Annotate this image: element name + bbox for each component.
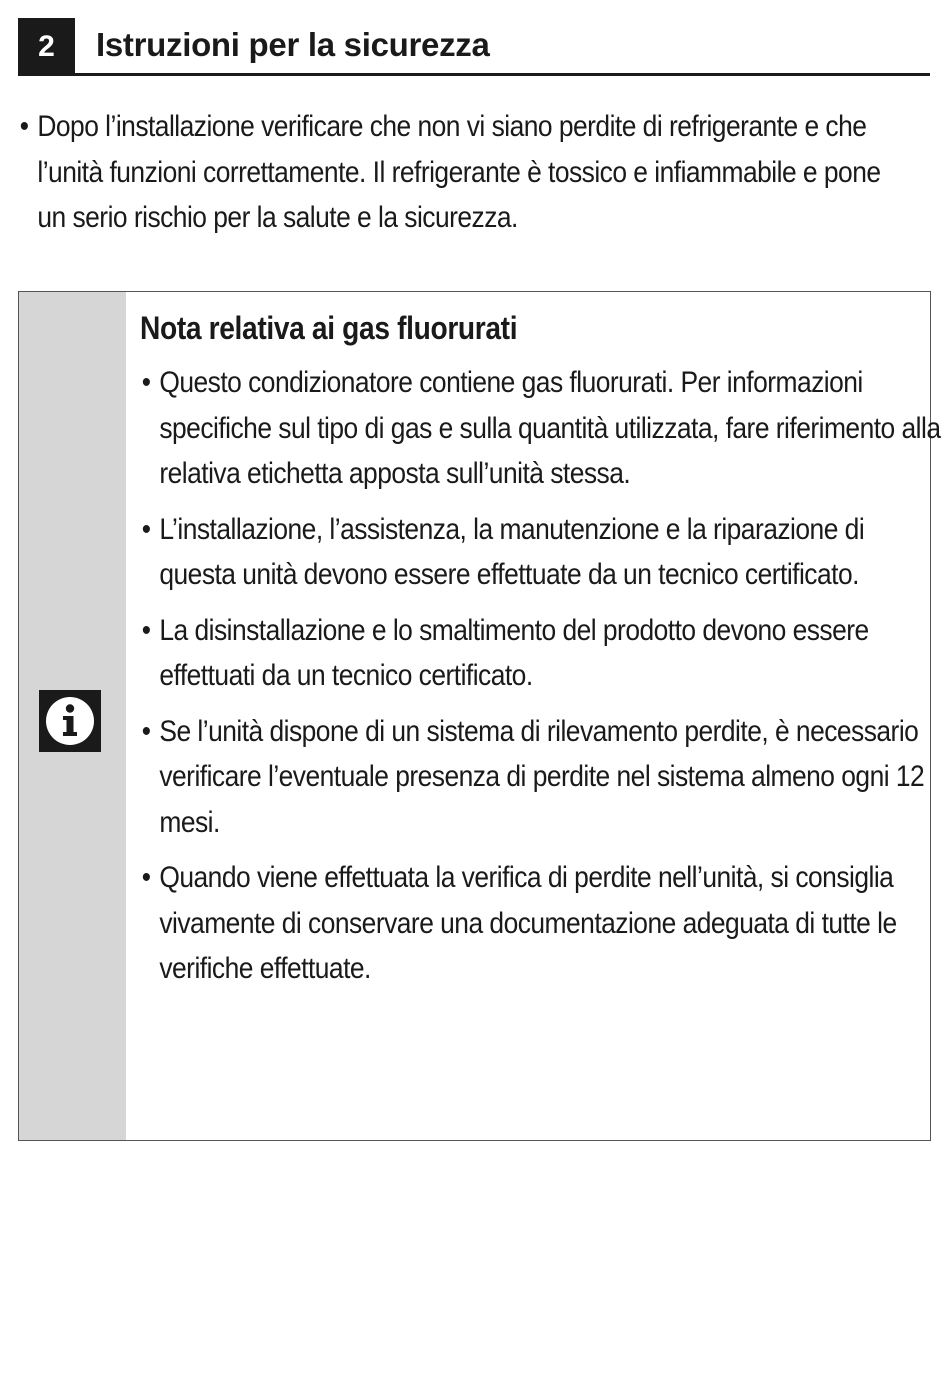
list-item [140,360,943,497]
note-box [18,291,941,1141]
list-item [140,855,943,992]
list-item-text: L’installazione, l’assistenza, la manutenzione e la riparazione di questa unità devono essere effettuate da un tecnico certificato. [159,512,865,591]
bullet-icon: • [141,861,151,894]
intro-section [18,104,898,241]
bullet-icon: • [19,110,29,143]
chapter-number: 2 [18,18,75,76]
list-item [140,608,943,699]
list-item-text: Se l’unità dispone di un sistema di rilevamento perdite, è necessario verificare l’eventuale presenza di perdite nel sistema almeno ogni 12 mesi. [159,714,925,839]
note-list [140,360,941,992]
list-item [140,507,943,598]
section-title: Istruzioni per la sicurezza [96,26,490,63]
note-content [140,304,941,1002]
list-item-text: Quando viene effettuata la verifica di perdite nell’unità, si consiglia vivamente di conservare una documentazione adeguata di tutte le verifiche effettuate. [159,861,897,985]
section-header [18,18,930,76]
bullet-icon: • [141,714,151,748]
list-item [18,104,909,241]
bullet-icon: • [141,613,151,647]
note-title: Nota relativa ai gas fluorurati [140,310,518,346]
info-icon [39,690,101,752]
list-item [140,709,943,846]
note-sidebar [19,292,126,1140]
list-item-text: Dopo l’installazione verificare che non vi siano perdite di refrigerante e che l’unità funzioni correttamente. Il refrigerante è tossico e infiammabile e pone un serio rischio per la salute e la sicurezza. [37,110,881,234]
bullet-icon: • [141,366,151,399]
bullet-icon: • [141,512,151,546]
list-item-text: La disinstallazione e lo smaltimento del prodotto devono essere effettuati da un tecnico certificato. [159,613,869,692]
list-item-text: Questo condizionatore contiene gas fluorurati. Per informazioni specifiche sul tipo di gas e sulla quantità utilizzata, fare riferimento alla relativa etichetta apposta sull’unità stessa. [159,366,941,490]
